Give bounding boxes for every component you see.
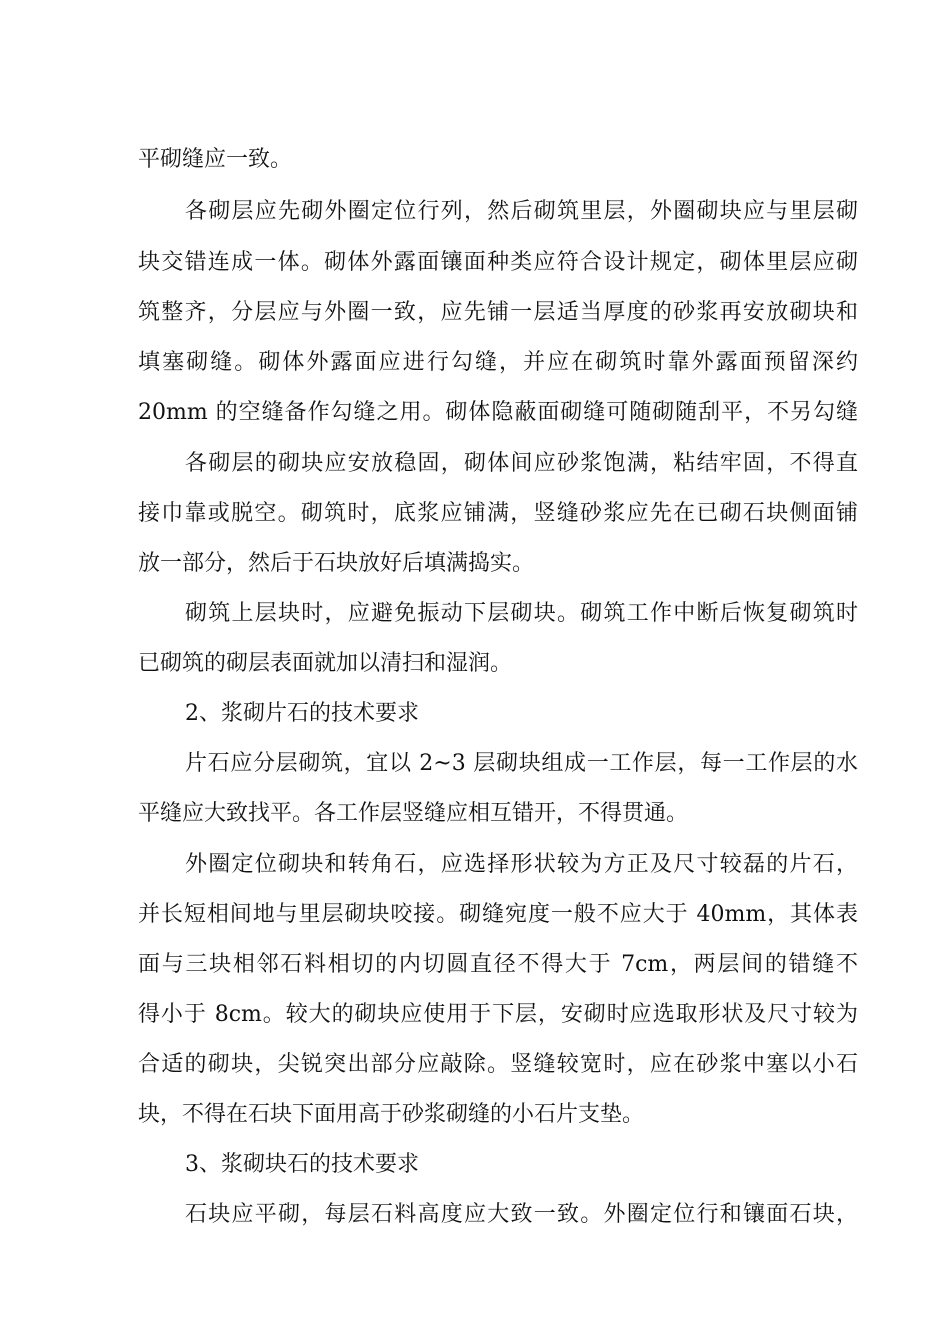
text-line: 填塞砌缝。砌体外露面应进行勾缝，并应在砌筑时靠外露面预留深约 [138,350,858,375]
paragraph-first-line: 片石应分层砌筑，宜以 2~3 层砌块组成一工作层，每一工作层的水 [185,751,858,776]
paragraph-first-line: 外圈定位砌块和转角石，应选择形状较为方正及尺寸较磊的片石， [185,852,858,877]
text-line: 块，不得在石块下面用高于砂浆砌缝的小石片支垫。 [138,1102,645,1127]
paragraph-first-line: 砌筑上层块时，应避免振动下层砌块。砌筑工作中断后恢复砌筑时 [185,601,858,626]
section-heading: 3、浆砌块石的技术要求 [185,1152,419,1177]
paragraph-first-line: 石块应平砌，每层石料高度应大致一致。外圈定位行和镶面石块， [185,1202,858,1227]
text-line: 块交错连成一体。砌体外露面镶面种类应符合设计规定，砌体里层应砌 [138,250,858,275]
text-line: 筑整齐，分层应与外圈一致，应先铺一层适当厚度的砂浆再安放砌块和 [138,300,858,325]
text-line: 合适的砌块，尖锐突出部分应敲除。竖缝较宽时，应在砂浆中塞以小石 [138,1052,858,1077]
text-line: 面与三块相邻石料相切的内切圆直径不得大于 7cm，两层间的错缝不 [138,952,858,977]
text-line: 接巾靠或脱空。砌筑时，底浆应铺满，竖缝砂浆应先在已砌石块侧面铺 [138,501,858,526]
text-line: 平砌缝应一致。 [138,147,293,172]
text-line: 20mm 的空缝备作勾缝之用。砌体隐蔽面砌缝可随砌随刮平，不另勾缝 [138,400,858,425]
paragraph-first-line: 各砌层应先砌外圈定位行列，然后砌筑里层，外圈砌块应与里层砌 [185,199,858,224]
text-line: 已砌筑的砌层表面就加以清扫和湿润。 [138,651,513,676]
section-heading: 2、浆砌片石的技术要求 [185,701,419,726]
text-line: 放一部分，然后于石块放好后填满捣实。 [138,551,535,576]
text-line: 并长短相间地与里层砌块咬接。砌缝宛度一般不应大于 40mm，其体表 [138,902,858,927]
paragraph-first-line: 各砌层的砌块应安放稳固，砌体间应砂浆饱满，粘结牢固，不得直 [185,451,858,476]
text-line: 平缝应大致找平。各工作层竖缝应相互错开，不得贯通。 [138,801,689,826]
text-line: 得小于 8cm。较大的砌块应使用于下层，安砌时应选取形状及尺寸较为 [138,1002,858,1027]
